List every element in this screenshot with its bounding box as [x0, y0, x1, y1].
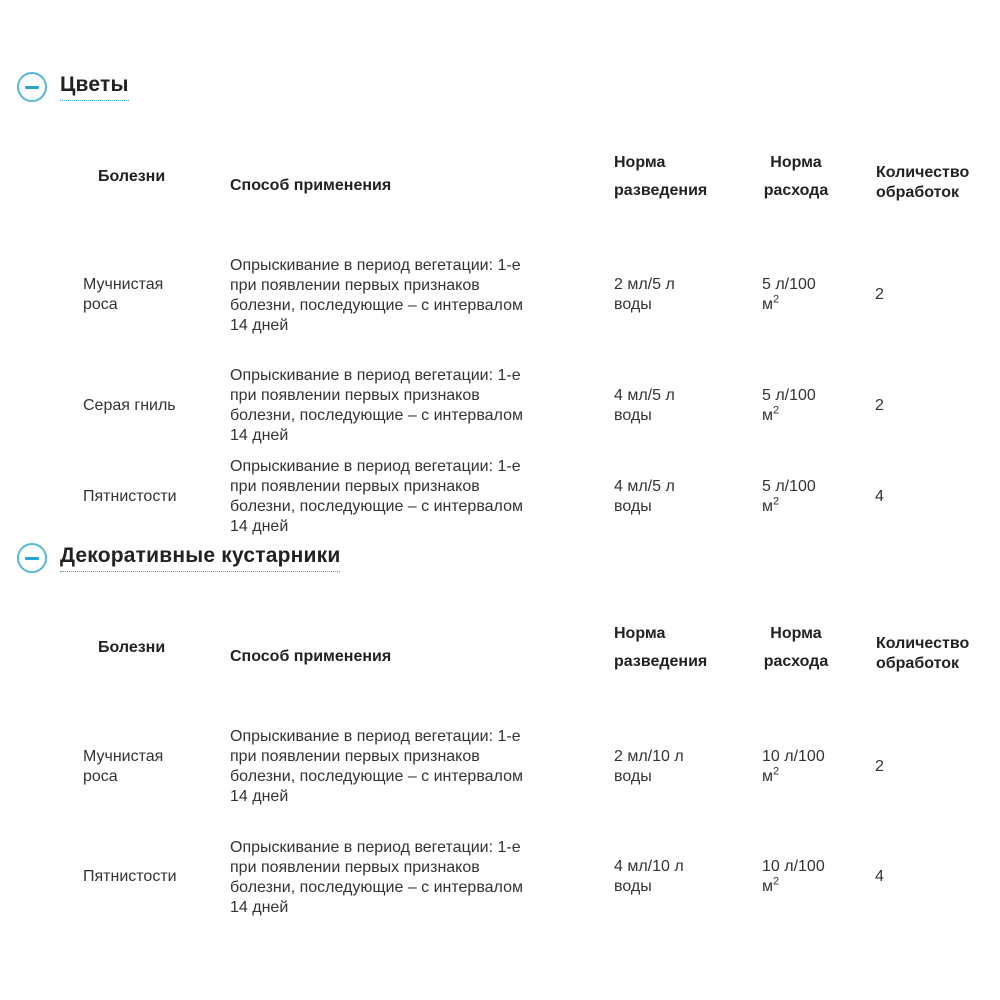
- table-row-disease: Мучнистая роса: [83, 276, 164, 313]
- table-row-dilution: 4 мл/5 л воды: [614, 387, 675, 424]
- table-row-method: Опрыскивание в период вегетации: 1-е при появлении первых признаков болезни, последующие – с интервалом 14 дней: [230, 839, 523, 916]
- header-dilution: Норма разведения: [614, 154, 708, 199]
- header-treatments: Количество обработок: [876, 635, 970, 672]
- table-row-consumption: 5 л/100 $м^2$: [762, 276, 816, 313]
- table-row-disease: Мучнистая роса: [83, 748, 164, 785]
- header-consumption: Норма расхода: [763, 154, 829, 199]
- collapse-minus-icon[interactable]: [17, 543, 47, 573]
- table-row-method: Опрыскивание в период вегетации: 1-е при появлении первых признаков болезни, последующие – с интервалом 14 дней: [230, 728, 523, 805]
- table-row-consumption: 5 л/100 $м^2$: [762, 387, 816, 424]
- table-row-disease: Пятнистости: [83, 868, 177, 885]
- table-row-disease: Пятнистости: [83, 488, 177, 505]
- header-dilution: Норма разведения: [614, 625, 708, 670]
- table-row-treatments: 4: [875, 868, 884, 885]
- header-disease: Болезни: [98, 168, 166, 185]
- table-row-treatments: 2: [875, 397, 884, 414]
- section-header-shrubs[interactable]: [17, 543, 340, 573]
- table-row-dilution: 4 мл/5 л воды: [614, 478, 675, 515]
- section-title[interactable]: Цветы: [60, 73, 129, 101]
- table-row-treatments: 4: [875, 488, 884, 505]
- table-row-method: Опрыскивание в период вегетации: 1-е при появлении первых признаков болезни, последующие – с интервалом 14 дней: [230, 458, 523, 535]
- table-row-method: Опрыскивание в период вегетации: 1-е при появлении первых признаков болезни, последующие – с интервалом 14 дней: [230, 257, 523, 334]
- table-row-dilution: 2 мл/5 л воды: [614, 276, 675, 313]
- header-treatments: Количество обработок: [876, 164, 970, 201]
- section-title[interactable]: Декоративные кустарники: [60, 544, 340, 572]
- table-row-treatments: 2: [875, 758, 884, 775]
- table-row-dilution: 4 мл/10 л воды: [614, 858, 684, 895]
- table-row-disease: Серая гниль: [83, 397, 176, 414]
- header-disease: Болезни: [98, 639, 166, 656]
- table-row-dilution: 2 мл/10 л воды: [614, 748, 684, 785]
- table-row-treatments: 2: [875, 286, 884, 303]
- header-method: Способ применения: [230, 177, 392, 194]
- header-consumption: Норма расхода: [763, 625, 829, 670]
- header-method: Способ применения: [230, 648, 392, 665]
- table-row-consumption: 10 л/100 $м^2$: [762, 858, 825, 895]
- collapse-minus-icon[interactable]: [17, 72, 47, 102]
- table-row-method: Опрыскивание в период вегетации: 1-е при появлении первых признаков болезни, последующие – с интервалом 14 дней: [230, 367, 523, 444]
- table-row-consumption: 5 л/100 $м^2$: [762, 478, 816, 515]
- section-header-flowers[interactable]: [17, 72, 129, 102]
- table-row-consumption: 10 л/100 $м^2$: [762, 748, 825, 785]
